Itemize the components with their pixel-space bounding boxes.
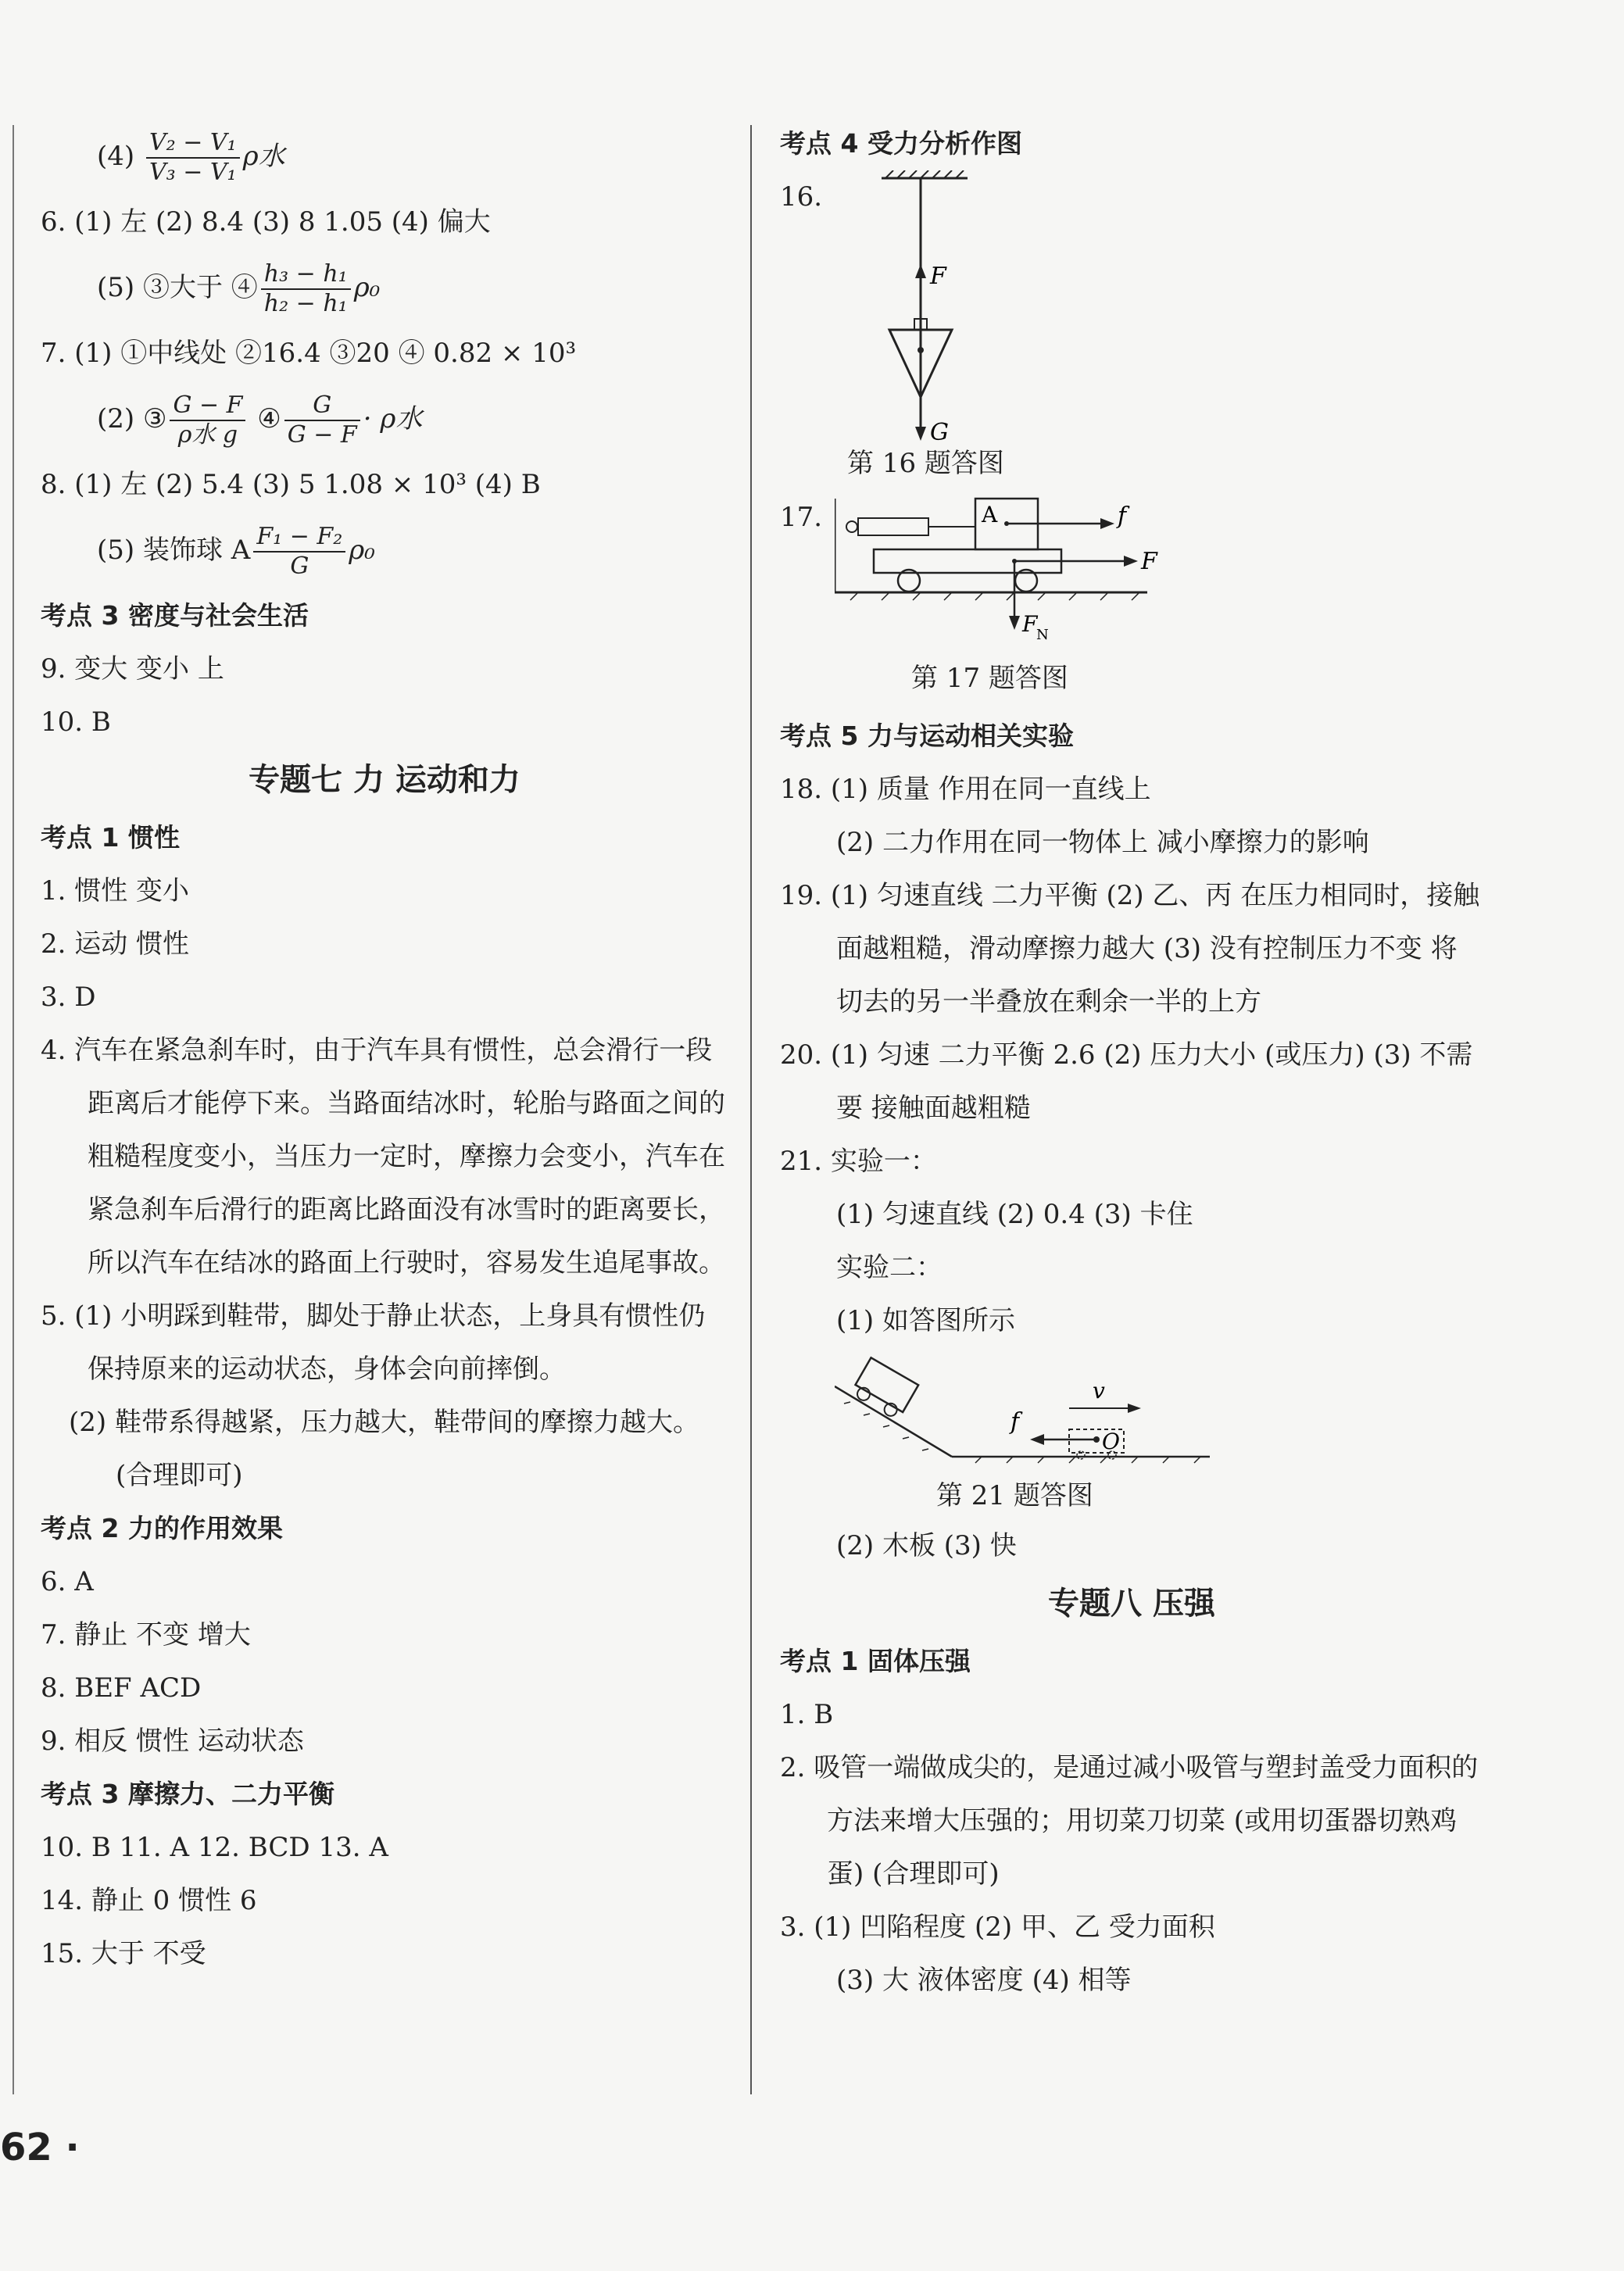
left-margin-line [13,125,14,2094]
s7-q2: 2. 运动 惯性 [41,928,190,960]
q8-line2: (5) 装饰球 A $\frac{\text{F₁ − F₂}}{G}$ ρ₀ [97,523,375,580]
s7-q14: 14. 静止 0 惯性 6 [41,1885,257,1916]
s8-q3-part1: 3. (1) 凹陷程度 (2) 甲、乙 受力面积 [780,1912,1215,1943]
q18-part1: 18. (1) 质量 作用在同一直线上 [780,774,1151,805]
s7-q5-part2: (2) 鞋带系得越紧，压力越大，鞋带间的摩擦力越大。(合理即可) [69,1407,699,1491]
force-F-label: F [1141,548,1157,575]
q21-exp1-answers: (1) 匀速直线 (2) 0.4 (3) 卡住 [836,1199,1193,1230]
s8-q1: 1. B [780,1699,834,1730]
q5-part4: (4) $\frac{\text{V₂ − V₁}}{\text{V₃ − V₁}}$ ρ水 [97,129,285,186]
normal-force-label: F [1022,611,1038,637]
q9: 9. 变大 变小 上 [41,653,224,685]
q7-line2: (2) ③ $\frac{G - F}{\text{ρ水 g}}$ ④ $\frac{G}{G - F}$ · ρ水 [97,392,423,449]
fraction: $\frac{\text{V₂ − V₁}}{\text{V₃ − V₁}}$ [146,129,240,187]
s7-q6: 6. A [41,1566,94,1597]
kaodian-3-heading: 考点 3 密度与社会生活 [41,600,309,631]
q16-label: 16. [780,181,823,213]
figure-21-caption: 第 21 题答图 [936,1480,1093,1511]
q10: 10. B [41,706,111,738]
figure-16-diagram [842,170,1155,452]
s7-q1: 1. 惯性 变小 [41,875,190,907]
q8-line1: 8. (1) 左 (2) 5.4 (3) 5 1.08 × 10³ (4) B [41,469,541,500]
figure-16 [780,170,1483,491]
kaodian-1-heading: 考点 1 惯性 [41,822,180,853]
kaodian-4-heading: 考点 4 受力分析作图 [780,128,1022,159]
kaodian-5-heading: 考点 5 力与运动相关实验 [780,721,1074,751]
friction-f-label: f [1011,1408,1020,1436]
kaodian-3b-heading: 考点 3 摩擦力、二力平衡 [41,1779,334,1809]
s7-q15: 15. 大于 不受 [41,1938,206,1969]
s7-q3: 3. D [41,982,96,1013]
figure-16-caption: 第 16 题答图 [847,448,1004,479]
point-O-label: O [1102,1429,1120,1454]
block-A-label: A [982,502,998,528]
kaodian-2-heading: 考点 2 力的作用效果 [41,1513,283,1543]
normal-force-subscript: N [1036,627,1049,643]
s7-q7: 7. 静止 不变 增大 [41,1619,251,1650]
kaodian-1b-heading: 考点 1 固体压强 [780,1646,971,1676]
column-divider [750,125,752,2094]
s8-q2: 2. 吸管一端做成尖的，是通过减小吸管与塑封盖受力面积的方法来增大压强的；用切菜刀切菜 (或用切蛋器切熟鸡蛋) (合理即可) [780,1752,1479,1890]
section-8-title: 专题八 压强 [1048,1586,1215,1622]
figure-17-caption: 第 17 题答图 [911,663,1068,694]
figure-21-diagram [835,1347,1225,1472]
page-number: 62 · [0,2126,80,2169]
s7-q9: 9. 相反 惯性 运动状态 [41,1726,304,1757]
s7-q8: 8. BEF ACD [41,1672,202,1704]
force-G-label: G [930,419,949,446]
left-column [41,117,728,1980]
figure-17 [780,491,1483,710]
right-column [780,117,1483,2007]
force-F-label: F [930,263,946,290]
velocity-v-label: v [1093,1378,1105,1404]
q21-exp2-label: 实验二： [836,1252,943,1283]
q21: 21. 实验一： [780,1146,937,1177]
q21-exp2-part2: (2) 木板 (3) 快 [836,1530,1017,1561]
friction-f-label: f [1118,502,1127,530]
q20: 20. (1) 匀速 二力平衡 2.6 (2) 压力大小 (或压力) (3) 不需要 接触面越粗糙 [780,1039,1473,1124]
figure-21 [780,1347,1483,1519]
q21-exp2-part1: (1) 如答图所示 [836,1305,1015,1336]
q19: 19. (1) 匀速直线 二力平衡 (2) 乙、丙 在压力相同时，接触面越粗糙，滑动摩擦力越大 (3) 没有控制压力不变 将切去的另一半叠放在剩余一半的上方 [780,880,1480,1017]
q7-line1: 7. (1) ①中线处 ②16.4 ③20 ④ 0.82 × 10³ [41,338,577,369]
s7-q4: 4. 汽车在紧急刹车时，由于汽车具有惯性，总会滑行一段距离后才能停下来。当路面结冰时，轮胎与路面之间的粗糙程度变小，当压力一定时，摩擦力会变小，汽车在紧急刹车后滑行的距离比路面没有冰雪时的距离要长，所以汽车在结冰的路面上行驶时，容易发生追尾事故。 [41,1035,725,1279]
figure-17-diagram [835,491,1241,663]
s8-q3-part2: (3) 大 液体密度 (4) 相等 [836,1965,1132,1996]
q18-part2: (2) 二力作用在同一物体上 减小摩擦力的影响 [836,827,1369,858]
section-7-title: 专题七 力 运动和力 [249,762,520,798]
q6-line2: (5) ③大于 ④ $\frac{\text{h₃ − h₁}}{\text{h₂ − h₁}}$ ρ₀ [97,260,381,317]
s7-q10-13: 10. B 11. A 12. BCD 13. A [41,1832,388,1863]
q17-label: 17. [780,502,823,533]
q6-line1: 6. (1) 左 (2) 8.4 (3) 8 1.05 (4) 偏大 [41,206,491,238]
s7-q5-part1: 5. (1) 小明踩到鞋带，脚处于静止状态，上身具有惯性仍保持原来的运动状态，身体会向前摔倒。 [41,1300,706,1385]
